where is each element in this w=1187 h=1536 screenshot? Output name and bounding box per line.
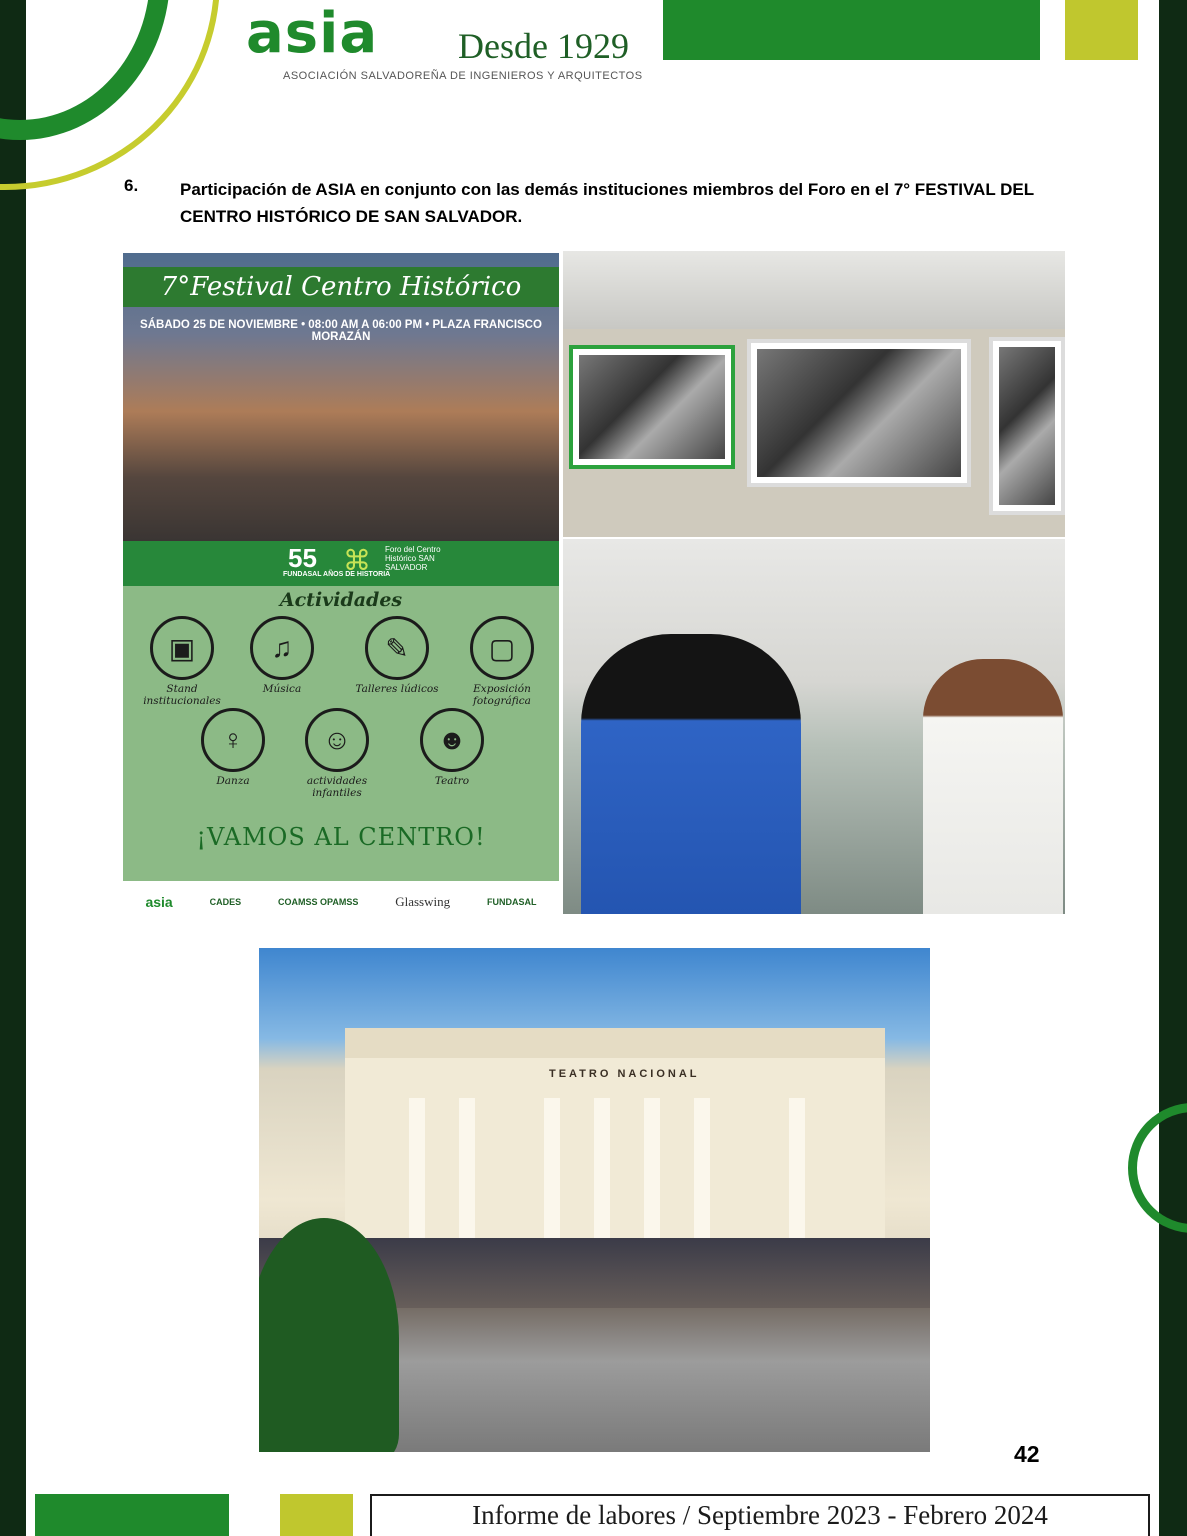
- photo-teatro-nacional: [259, 948, 930, 1452]
- fundasal-label: FUNDASAL AÑOS DE HISTORIA: [283, 571, 391, 578]
- sponsor-logo: Glasswing: [395, 894, 451, 909]
- footer-box: [370, 1494, 1150, 1536]
- activity-label: Música: [262, 683, 302, 695]
- page-number: 42: [1014, 1441, 1040, 1467]
- activity-label: Teatro: [434, 775, 470, 787]
- theater-column: [409, 1098, 425, 1248]
- activity-kids: [282, 708, 392, 799]
- theater-column: [459, 1098, 475, 1248]
- activity-photo-exhibit: [447, 616, 557, 707]
- poster-title: 7°Festival Centro Histórico: [123, 267, 559, 307]
- theater-column: [594, 1098, 610, 1248]
- theater-masks-icon: ☻: [420, 708, 484, 772]
- footer-bar-olive: [280, 1494, 353, 1536]
- booth-icon: ▣: [150, 616, 214, 680]
- poster-slogan: ¡VAMOS AL CENTRO!: [196, 823, 486, 851]
- activity-label: Exposición fotográfica: [473, 683, 531, 707]
- exhibit-board: [747, 339, 971, 487]
- activity-workshops: [342, 616, 452, 695]
- board-photo: [999, 347, 1055, 505]
- poster-logos-band: [123, 541, 559, 586]
- sponsor-logos: [123, 881, 559, 923]
- board-photo: [757, 349, 961, 477]
- decorative-ring-right: [1128, 1103, 1187, 1233]
- person-filming: [581, 634, 801, 914]
- logo-since: Desde 1929: [458, 26, 629, 66]
- left-edge-band: [0, 0, 26, 1536]
- foro-label: Foro del Centro Histórico SAN SALVADOR: [385, 545, 441, 572]
- activity-label: actividades infantiles: [306, 775, 368, 799]
- activities-title: Actividades: [279, 589, 403, 611]
- sponsor-logo: CADES: [209, 897, 242, 907]
- theater-column: [644, 1098, 660, 1248]
- header-bar-green: [663, 0, 1040, 60]
- photo-exhibition-boards: [563, 251, 1065, 537]
- gallery-icon: ▢: [470, 616, 534, 680]
- exhibit-board: [989, 337, 1065, 515]
- exhibit-board: [569, 345, 735, 469]
- theater-column: [544, 1098, 560, 1248]
- tent-canopy: [563, 251, 1065, 329]
- poster-date-line: SÁBADO 25 DE NOVIEMBRE • 08:00 AM A 06:00 PM • PLAZA FRANCISCO MORAZÁN: [140, 319, 542, 343]
- activity-music: [227, 616, 337, 695]
- sponsor-logo: asia: [145, 894, 173, 910]
- asia-logo: asia: [246, 1, 379, 66]
- clown-icon: ☺: [305, 708, 369, 772]
- foro-logo-icon: ⌘: [343, 545, 371, 576]
- activity-theater: [397, 708, 507, 787]
- header-bar-olive: [1065, 0, 1138, 60]
- theater-sign: TEATRO NACIONAL: [549, 1068, 700, 1080]
- theater-column: [789, 1098, 805, 1248]
- item-text: Participación de ASIA en conjunto con las demás instituciones miembros del Foro en el 7° FESTIVAL DEL CENTRO HISTÓRICO DE SAN SALVADOR.: [180, 180, 1034, 226]
- person-interviewed: [923, 659, 1063, 914]
- activity-label: Danza: [216, 775, 250, 787]
- palette-icon: ✎: [365, 616, 429, 680]
- footer-text: Informe de labores / Septiembre 2023 - Febrero 2024: [472, 1500, 1048, 1530]
- activity-label: Talleres lúdicos: [355, 683, 439, 695]
- item-number: 6.: [124, 176, 139, 195]
- music-icon: ♫: [250, 616, 314, 680]
- activity-dance: [178, 708, 288, 787]
- theater-column: [694, 1098, 710, 1248]
- sponsor-logo: FUNDASAL: [487, 897, 537, 907]
- activity-label: Stand institucionales: [143, 683, 221, 707]
- logo-subtitle: ASOCIACIÓN SALVADOREÑA DE INGENIEROS Y ARQUITECTOS: [283, 70, 643, 82]
- sponsor-logo: COAMSS OPAMSS: [277, 897, 359, 907]
- dance-icon: ♀: [201, 708, 265, 772]
- festival-poster: [123, 253, 559, 923]
- activity-stand: [127, 616, 237, 707]
- right-edge-band: [1159, 0, 1187, 1536]
- fundasal-number: 55: [288, 543, 317, 573]
- photo-interview: [563, 539, 1065, 914]
- board-photo: [579, 355, 725, 459]
- footer-bar-green: [35, 1494, 229, 1536]
